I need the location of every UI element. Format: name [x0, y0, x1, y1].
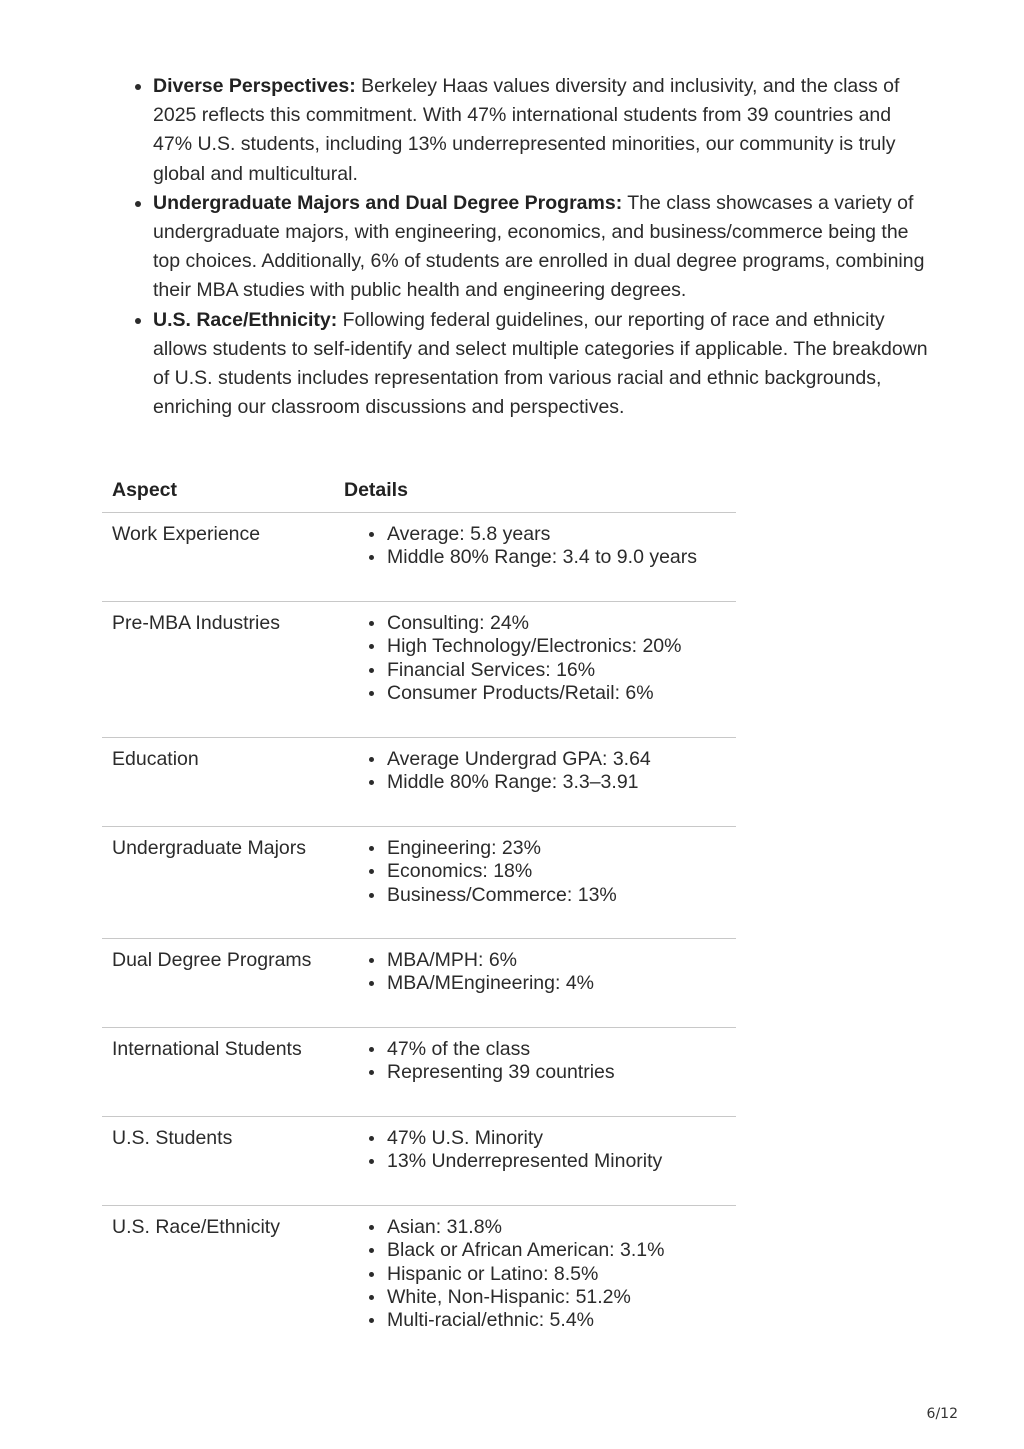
details-list	[344, 837, 726, 907]
details-list	[344, 1038, 726, 1085]
table-row	[102, 827, 736, 939]
details-cell	[334, 738, 736, 827]
details-list	[344, 949, 726, 996]
detail-item: High Technology/Electronics: 20%	[387, 635, 726, 658]
page-number: 6/12	[926, 1406, 958, 1422]
detail-item: Engineering: 23%	[387, 837, 726, 860]
details-list	[344, 523, 726, 570]
details-cell	[334, 1206, 736, 1356]
detail-item: 47% U.S. Minority	[387, 1127, 726, 1150]
detail-item: Average: 5.8 years	[387, 523, 726, 546]
details-list	[344, 1216, 726, 1332]
table-row	[102, 738, 736, 827]
aspect-cell: Education	[102, 738, 334, 827]
bullet-race-ethnicity	[153, 306, 928, 423]
bullet-lead: Undergraduate Majors and Dual Degree Programs:	[153, 191, 623, 214]
details-cell	[334, 602, 736, 738]
details-cell	[334, 513, 736, 602]
detail-item: Hispanic or Latino: 8.5%	[387, 1263, 726, 1286]
details-cell	[334, 1117, 736, 1206]
detail-item: White, Non-Hispanic: 51.2%	[387, 1286, 726, 1309]
detail-item: Black or African American: 3.1%	[387, 1239, 726, 1262]
table-header-row	[102, 468, 736, 513]
aspect-cell: International Students	[102, 1028, 334, 1117]
detail-item: Middle 80% Range: 3.4 to 9.0 years	[387, 546, 726, 569]
bullet-text: Berkeley Haas values diversity and inclusivity, and the class of 2025 reflects this commitment. With 47% international students from 39 countries and 47% U.S. students, including 13% underrepresented minorities, our community is truly global and multicultural.	[153, 75, 900, 185]
bullet-text: Following federal guidelines, our reporting of race and ethnicity allows students to self-identify and select multiple categories if applicable. The breakdown of U.S. students includes representation from various racial and ethnic backgrounds, enriching our classroom discussions and perspectives.	[153, 308, 928, 419]
table-row	[102, 1028, 736, 1117]
detail-item: Multi-racial/ethnic: 5.4%	[387, 1309, 726, 1332]
detail-item: Asian: 31.8%	[387, 1216, 726, 1239]
detail-item: MBA/MEngineering: 4%	[387, 972, 726, 995]
detail-item: Financial Services: 16%	[387, 659, 726, 682]
detail-item: 13% Underrepresented Minority	[387, 1150, 726, 1173]
bullet-text: The class showcases a variety of undergraduate majors, with engineering, economics, and business/commerce being the top choices. Additionally, 6% of students are enrolled in dual degree programs, combining their MBA studies with public health and engineering degrees.	[153, 191, 925, 302]
table-row	[102, 513, 736, 602]
detail-item: 47% of the class	[387, 1038, 726, 1061]
aspect-cell: U.S. Students	[102, 1117, 334, 1206]
detail-item: Consulting: 24%	[387, 612, 726, 635]
details-list	[344, 748, 726, 795]
aspect-cell: U.S. Race/Ethnicity	[112, 1216, 280, 1238]
detail-item: Consumer Products/Retail: 6%	[387, 682, 726, 705]
detail-item: Representing 39 countries	[387, 1061, 726, 1084]
details-list	[344, 612, 726, 705]
details-cell	[334, 1028, 736, 1117]
detail-item: MBA/MPH: 6%	[387, 949, 726, 972]
table-row	[102, 939, 736, 1028]
details-cell	[334, 827, 736, 939]
summary-bullet-list	[153, 72, 928, 422]
table-row	[102, 1206, 736, 1356]
column-header-details: Details	[334, 468, 736, 513]
details-cell	[334, 939, 736, 1028]
aspect-cell: Dual Degree Programs	[102, 939, 334, 1028]
table-row	[102, 602, 736, 738]
detail-item: Middle 80% Range: 3.3–3.91	[387, 771, 726, 794]
detail-item: Average Undergrad GPA: 3.64	[387, 748, 726, 771]
table-row	[102, 1117, 736, 1206]
aspect-cell: Work Experience	[102, 513, 334, 602]
aspect-cell: Undergraduate Majors	[102, 827, 334, 939]
detail-item: Economics: 18%	[387, 860, 726, 883]
bullet-lead: Diverse Perspectives:	[153, 75, 356, 97]
aspect-cell: Pre-MBA Industries	[102, 602, 334, 738]
class-profile-table	[102, 468, 736, 1356]
detail-item: Business/Commerce: 13%	[387, 884, 726, 907]
bullet-majors-dual-degree	[153, 189, 928, 306]
bullet-diverse-perspectives	[153, 72, 928, 189]
details-list	[344, 1127, 726, 1174]
column-header-aspect: Aspect	[102, 468, 334, 513]
bullet-lead: U.S. Race/Ethnicity:	[153, 308, 338, 331]
